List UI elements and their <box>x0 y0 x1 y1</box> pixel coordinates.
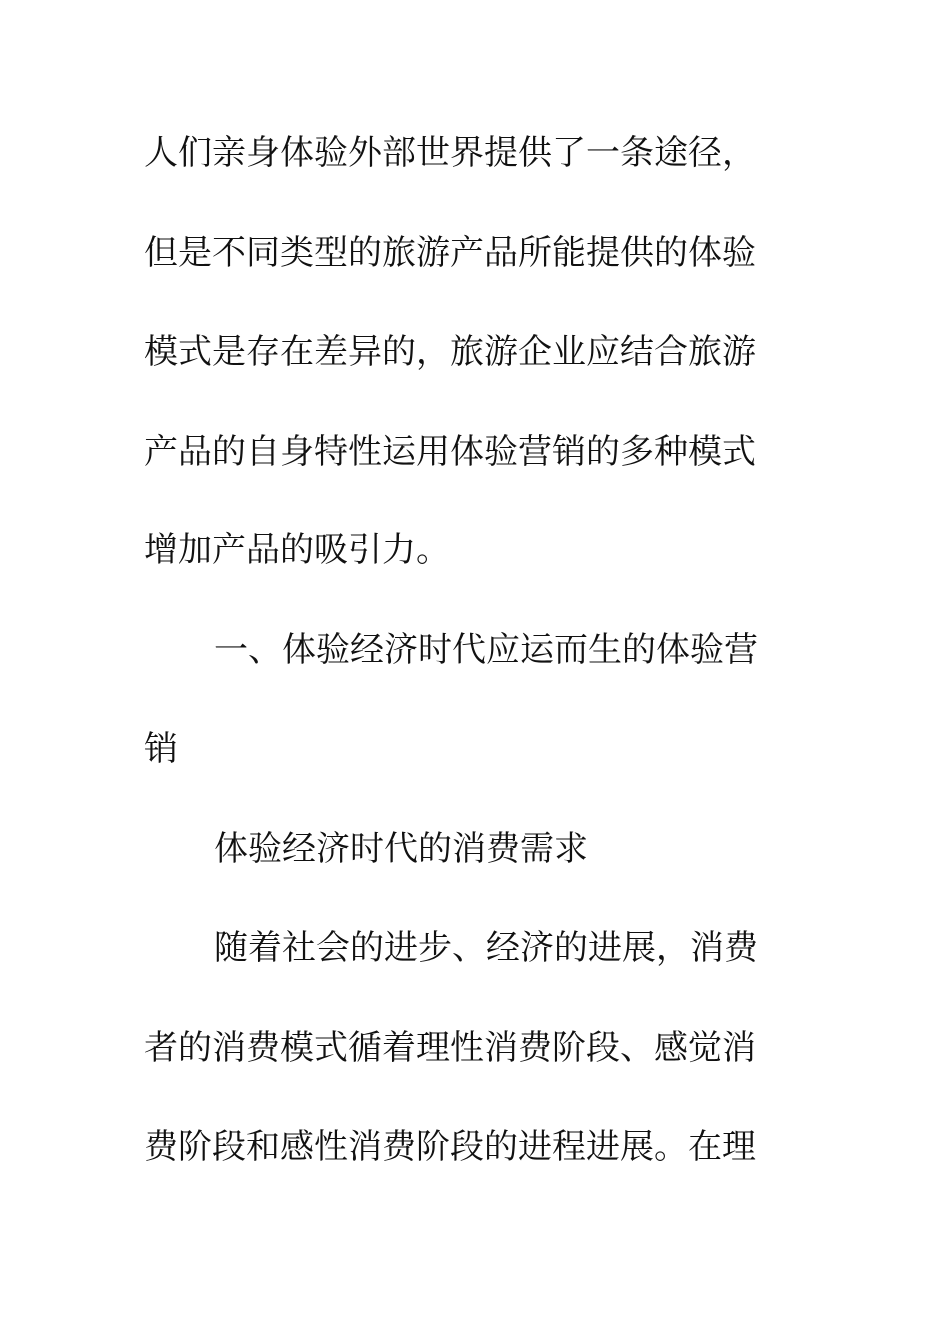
paragraph-line: 产品的自身特性运用体验营销的多种模式 <box>144 432 756 472</box>
section-heading: 一、体验经济时代应运而生的体验营 <box>214 630 758 670</box>
paragraph-line: 但是不同类型的旅游产品所能提供的体验 <box>144 233 756 273</box>
paragraph-line: 人们亲身体验外部世界提供了一条途径， <box>144 133 756 173</box>
paragraph-line: 随着社会的进步、经济的进展，消费 <box>214 928 758 968</box>
paragraph-line: 费阶段和感性消费阶段的进程进展。在理 <box>144 1127 756 1167</box>
paragraph-line: 模式是存在差异的，旅游企业应结合旅游 <box>144 332 756 372</box>
subsection-heading: 体验经济时代的消费需求 <box>214 829 588 869</box>
paragraph-line: 增加产品的吸引力。 <box>144 530 450 570</box>
paragraph-line: 者的消费模式循着理性消费阶段、感觉消 <box>144 1028 756 1068</box>
section-heading-continued: 销 <box>144 729 178 769</box>
